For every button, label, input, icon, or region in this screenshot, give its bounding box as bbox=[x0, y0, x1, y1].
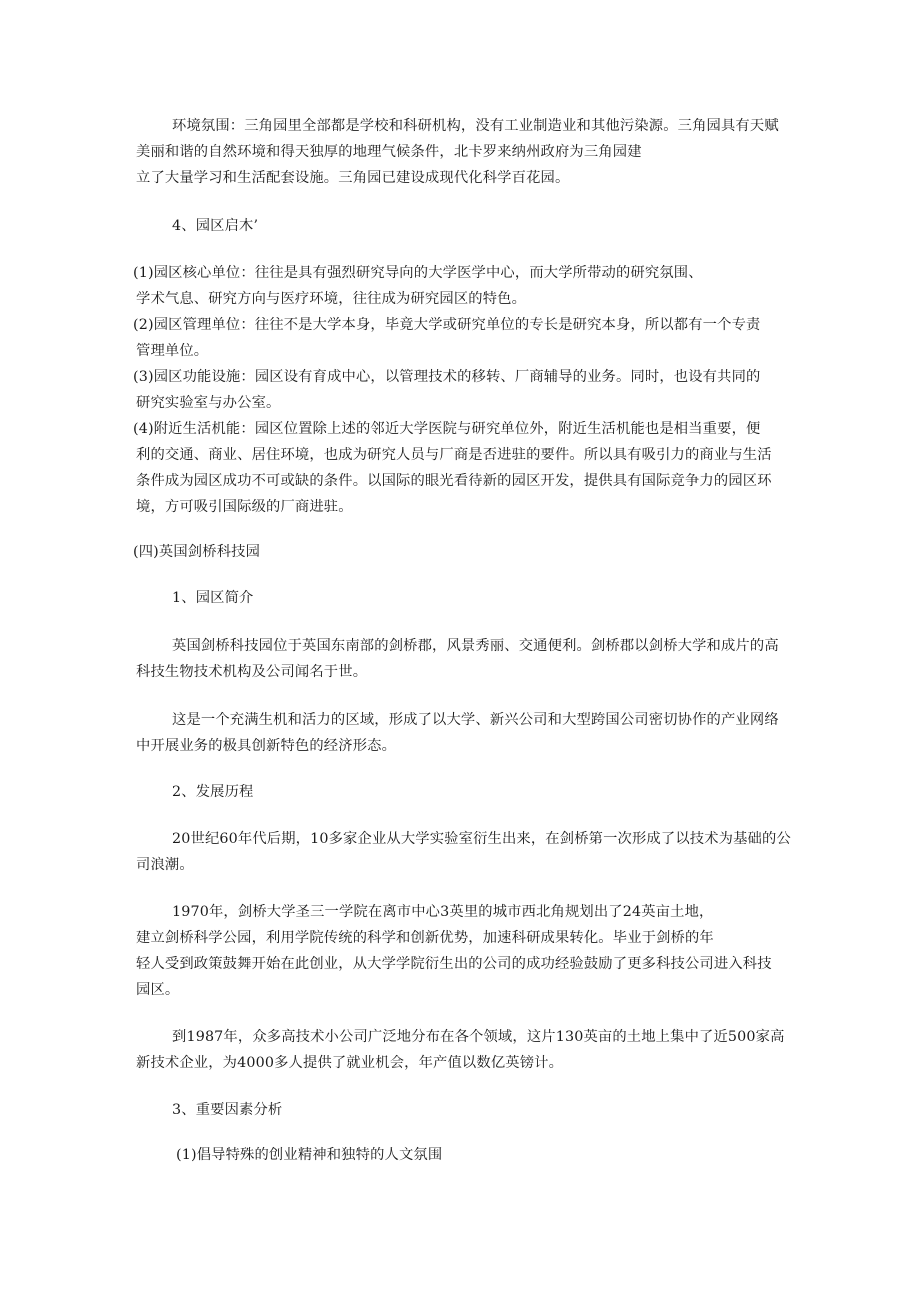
item-2-line-2: 管理单位。 bbox=[136, 343, 209, 359]
intro-paragraph-2-line-2: 中开展业务的极具创新特色的经济形态。 bbox=[136, 738, 397, 754]
history-paragraph-2-line-3: 轻人受到政策鼓舞开始在此创业，从大学学院衍生出的公司的成功经验鼓励了更多科技公司进入科技 bbox=[136, 956, 772, 972]
heading-history: 2、发展历程 bbox=[172, 784, 254, 800]
history-paragraph-2-line-4: 园区。 bbox=[136, 982, 180, 998]
item-4-line-3: 条件成为园区成功不可或缺的条件。以国际的眼光看待新的园区开发，提供具有国际竞争力的园区环 bbox=[136, 473, 772, 489]
history-paragraph-3-line-2: 新技术企业，为4000多人提供了就业机会，年产值以数亿英镑计。 bbox=[136, 1055, 564, 1071]
history-paragraph-2-line-2: 建立剑桥科学公园，利用学院传统的科学和创新优势，加速科研成果转化。毕业于剑桥的年 bbox=[136, 930, 714, 946]
heading-park-intro: 1、园区简介 bbox=[172, 590, 254, 606]
history-paragraph-2-line-1: 1970年，剑桥大学圣三一学院在离市中心3英里的城市西北角规划出了24英亩土地， bbox=[172, 904, 714, 920]
env-paragraph-line-2: 美丽和谐的自然环境和得天独厚的地理气候条件，北卡罗来纳州政府为三角园建 bbox=[136, 144, 642, 160]
item-3-line-1: (3)园区功能设施：园区设有育成中心，以管理技术的移转、厂商辅导的业务。同时，也设有共同的 bbox=[133, 369, 761, 385]
history-paragraph-1-line-2: 司浪潮。 bbox=[136, 857, 194, 873]
heading-key-factors: 3、重要因素分析 bbox=[172, 1102, 283, 1118]
factor-1-heading: (1)倡导特殊的创业精神和独特的人文氛围 bbox=[176, 1147, 443, 1163]
section-4-heading: (四)英国剑桥科技园 bbox=[133, 544, 261, 560]
heading-park-inspiration: 4、园区启木’ bbox=[172, 218, 259, 234]
item-4-line-2: 利的交通、商业、居住环境，也成为研究人员与厂商是否进驻的要件。所以具有吸引力的商业与生活 bbox=[136, 447, 772, 463]
item-4-line-1: (4)附近生活机能：园区位置除上述的邻近大学医院与研究单位外，附近生活机能也是相当重要，便 bbox=[133, 421, 761, 437]
intro-paragraph-1-line-2: 科技生物技术机构及公司闻名于世。 bbox=[136, 664, 368, 680]
item-1-line-1: (1)园区核心单位：往往是具有强烈研究导向的大学医学中心，而大学所带动的研究氛围、 bbox=[133, 265, 703, 281]
item-4-line-4: 境，方可吸引国际级的厂商进驻。 bbox=[136, 499, 353, 515]
env-paragraph-line-1: 环境氛围：三角园里全部都是学校和科研机构，没有工业制造业和其他污染源。三角园具有天赋 bbox=[172, 118, 779, 134]
history-paragraph-3-line-1: 到1987年，众多高技术小公司广泛地分布在各个领域，这片130英亩的土地上集中了近500家高 bbox=[172, 1029, 785, 1045]
intro-paragraph-2-line-1: 这是一个充满生机和活力的区域，形成了以大学、新兴公司和大型跨国公司密切协作的产业网络 bbox=[172, 712, 779, 728]
env-paragraph-line-3: 立了大量学习和生活配套设施。三角园已建设成现代化科学百花园。 bbox=[136, 170, 570, 186]
item-3-line-2: 研究实验室与办公室。 bbox=[136, 395, 281, 411]
history-paragraph-1-line-1: 20世纪60年代后期，10多家企业从大学实验室衍生出来，在剑桥第一次形成了以技术为基础的公 bbox=[172, 831, 791, 847]
item-1-line-2: 学术气息、研究方向与医疗环境，往往成为研究园区的特色。 bbox=[136, 291, 527, 307]
item-2-line-1: (2)园区管理单位：往往不是大学本身，毕竟大学或研究单位的专长是研究本身，所以都有一个专责 bbox=[133, 317, 761, 333]
intro-paragraph-1-line-1: 英国剑桥科技园位于英国东南部的剑桥郡，风景秀丽、交通便利。剑桥郡以剑桥大学和成片的高 bbox=[172, 638, 779, 654]
